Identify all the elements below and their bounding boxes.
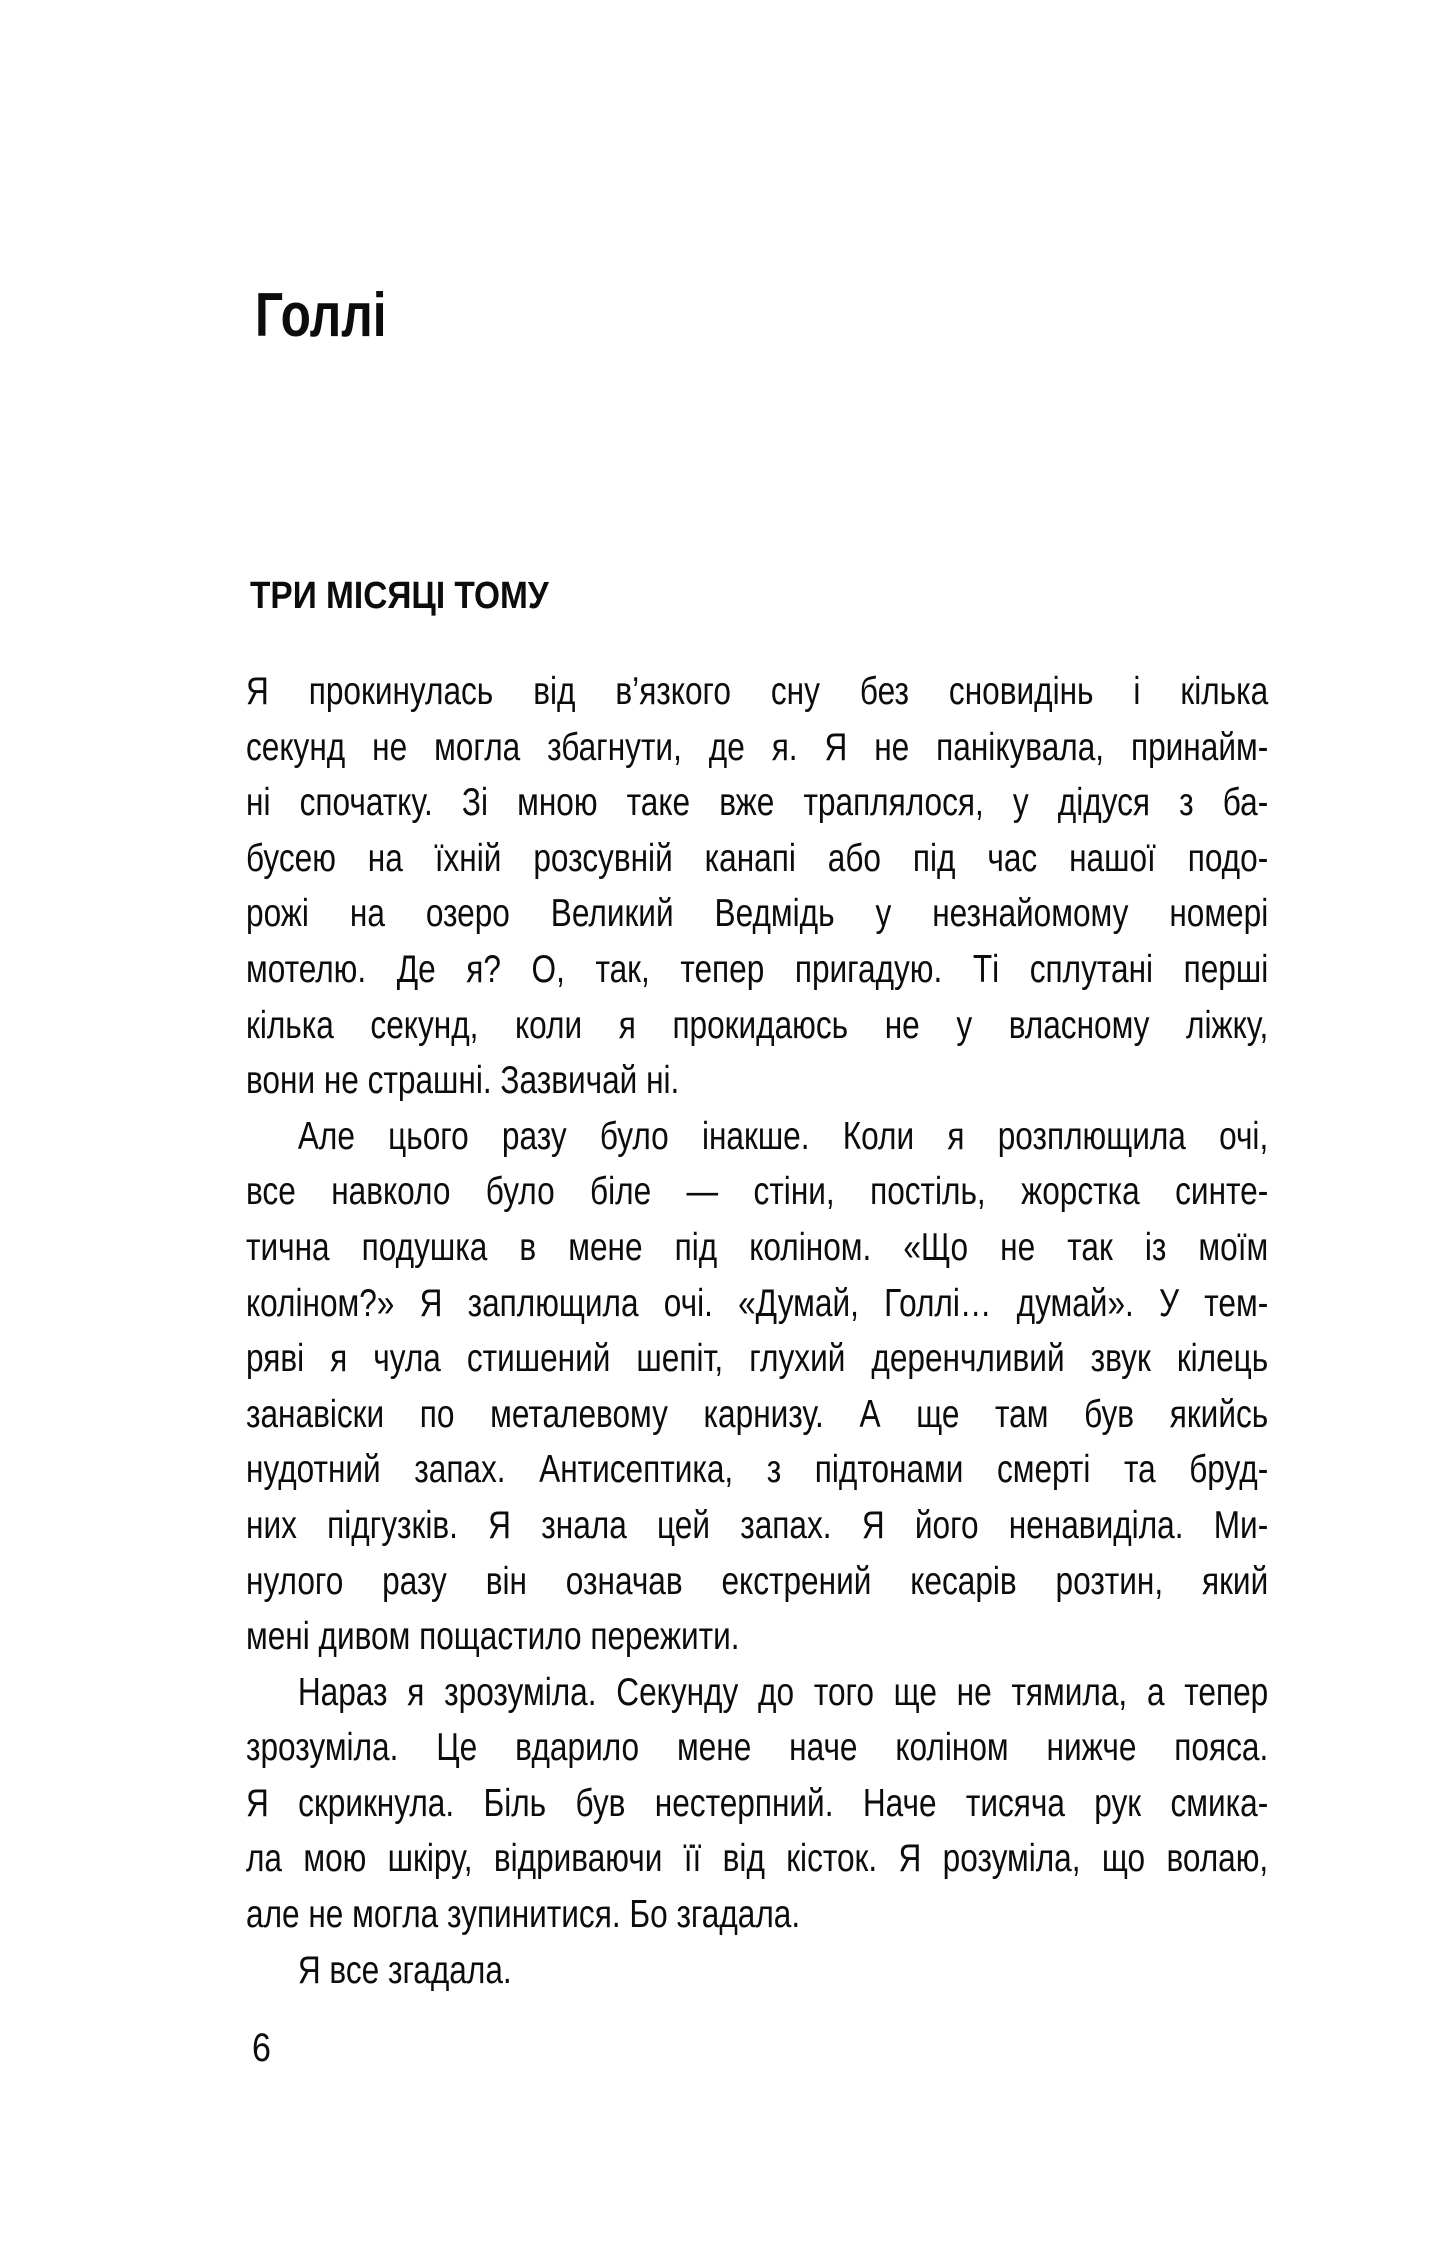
text-line: нулого разу він означав екстрений кесарів розтин, який	[246, 1559, 1269, 1603]
text-line: мені дивом пощастило пережити.	[246, 1615, 740, 1659]
text-line: Я прокинулась від в’язкого сну без сновидінь і кілька	[246, 670, 1269, 713]
text-line: занавіски по металевому карнизу. А ще там був якийсь	[246, 1392, 1269, 1436]
text-line: кілька секунд, коли я прокидаюсь не у власному ліжку,	[246, 1003, 1269, 1047]
text-line: тична подушка в мене під коліном. «Що не так із моїм	[246, 1225, 1269, 1269]
text-line: мотелю. Де я? О, так, тепер пригадую. Ті сплутані перші	[246, 947, 1269, 991]
text-line: нудотний запах. Антисептика, з підтонами смерті та бруд-	[246, 1448, 1269, 1492]
text-line: коліном?» Я заплющила очі. «Думай, Голлі… думай». У тем-	[246, 1281, 1269, 1325]
text-line: зрозуміла. Це вдарило мене наче коліном нижче пояса.	[246, 1726, 1269, 1770]
text-line: Але цього разу було інакше. Коли я розплющила очі,	[297, 1114, 1269, 1158]
page-number: 6	[252, 2026, 271, 2070]
text-line: але не могла зупинитися. Бо згадала.	[246, 1893, 801, 1937]
text-line: Я все згадала.	[297, 1948, 512, 1992]
text-line: рожі на озеро Великий Ведмідь у незнайомому номері	[246, 892, 1269, 936]
text-line: бусею на їхній розсувній канапі або під час нашої подо-	[246, 836, 1269, 880]
text-line: секунд не могла збагнути, де я. Я не панікувала, принайм-	[246, 725, 1269, 769]
text-line: них підгузків. Я знала цей запах. Я його ненавиділа. Ми-	[246, 1503, 1269, 1547]
section-heading: ТРИ МІСЯЦІ ТОМУ	[250, 575, 549, 617]
chapter-title: Голлі	[255, 281, 387, 350]
text-line: Я скрикнула. Біль був нестерпний. Наче тисяча рук смика-	[246, 1781, 1269, 1825]
body-text	[246, 664, 1268, 1998]
text-line: ряві я чула стишений шепіт, глухий деренчливий звук кілець	[246, 1337, 1269, 1381]
text-line: ні спочатку. Зі мною таке вже траплялося, у дідуся з ба-	[246, 781, 1269, 825]
text-line: вони не страшні. Зазвичай ні.	[246, 1059, 680, 1103]
text-line: Нараз я зрозуміла. Секунду до того ще не тямила, а тепер	[297, 1670, 1269, 1714]
text-line: ла мою шкіру, відриваючи її від кісток. Я розуміла, що волаю,	[246, 1837, 1269, 1881]
text-line: все навколо було біле — стіни, постіль, жорстка синте-	[246, 1170, 1269, 1214]
